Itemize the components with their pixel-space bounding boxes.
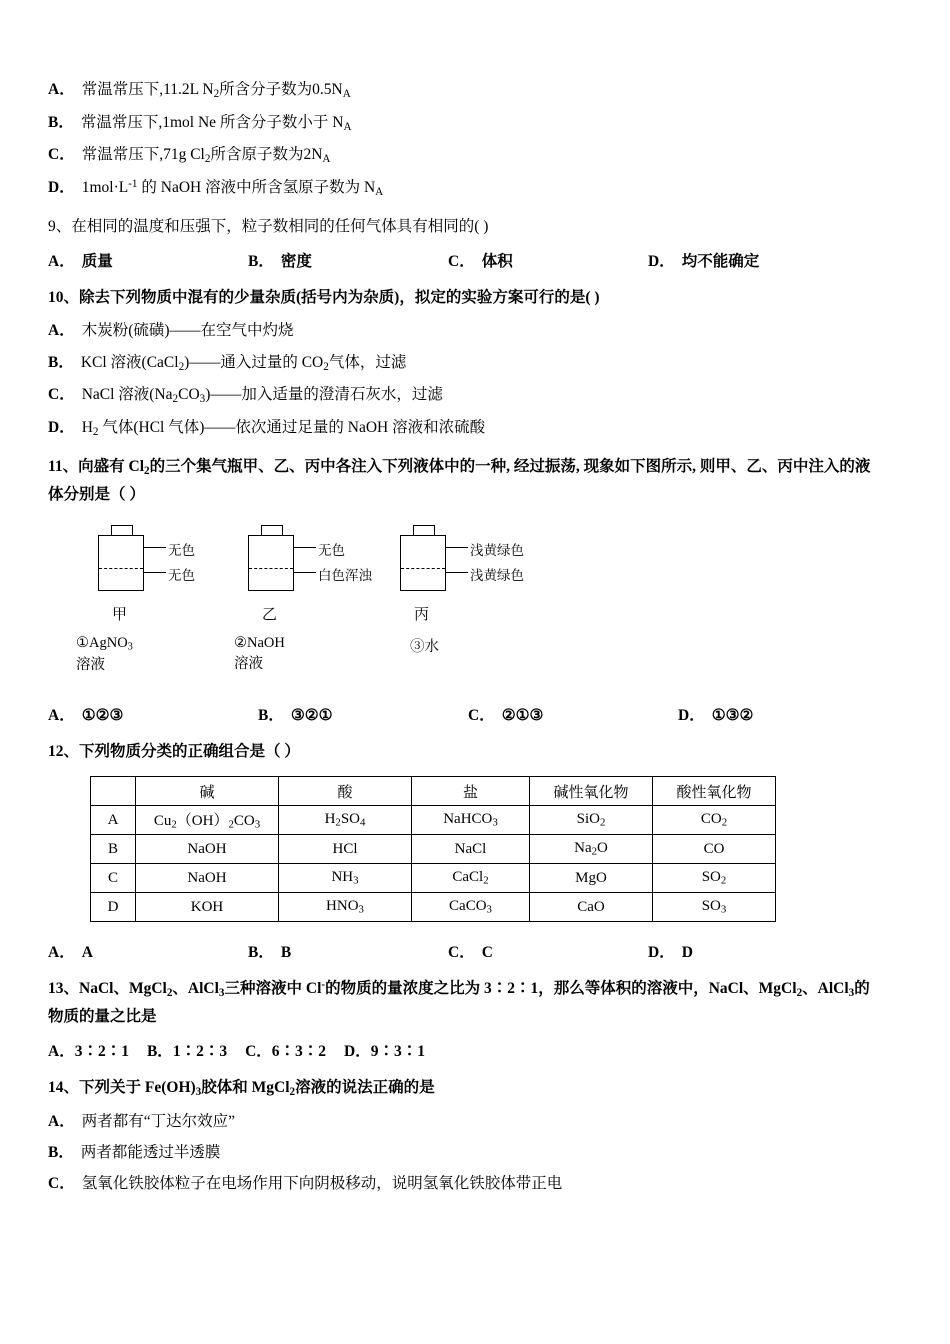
- cell: KOH: [136, 893, 279, 922]
- cell: NaCl: [412, 835, 530, 864]
- choice-b-12: B． B: [248, 944, 292, 962]
- leader-line: [446, 572, 468, 573]
- option-row: [48, 78, 908, 103]
- bottle-neck-icon: [261, 525, 283, 535]
- classification-table: [90, 776, 776, 922]
- option-row: [48, 351, 908, 376]
- bottle-liquid-icon: [99, 568, 143, 590]
- cell: HCl: [279, 835, 412, 864]
- bottle-yi-lower-label: 白色浑浊: [318, 568, 372, 584]
- bottle-jia-lower-label: 无色: [168, 568, 195, 584]
- option-a-8: A． 常温常压下,11.2L $N_2$所含分子数为$0.5N_A$: [48, 81, 351, 100]
- option-row: [48, 416, 908, 441]
- option-row: [48, 111, 908, 136]
- bottle-bing-upper-label: 浅黄绿色: [470, 543, 524, 559]
- question-13-stem-line1: 13、NaCl、MgCl$_2$、AlCl$_3$三种溶液中 Cl-的物质的量浓度之比为 3∶2∶1，那么等体积的溶液中，NaCl、MgCl$_2$、AlCl$_3$的: [48, 979, 870, 999]
- cell: $CO_2$: [653, 806, 776, 835]
- option-b-14: B． 两者都能透过半透膜: [48, 1144, 221, 1162]
- bottle-bing-name: 丙: [414, 607, 430, 624]
- table-corner-cell: [91, 777, 136, 806]
- gas-bottles-figure: [58, 525, 908, 675]
- choice-d-12: D． D: [648, 944, 693, 962]
- row-key-a: A: [91, 806, 136, 835]
- option-row: [48, 143, 908, 168]
- table-header-salt: 盐: [412, 777, 530, 806]
- choice-b-11: B． ③②①: [258, 707, 333, 725]
- option-row: [48, 319, 908, 342]
- leader-line: [144, 572, 166, 573]
- question-10-stem: 10、除去下列物质中混有的少量杂质(括号内为杂质)，拟定的实验方案可行的是( ): [48, 289, 600, 307]
- cell: SiO$_2$: [530, 806, 653, 835]
- cell: $SO_2$: [653, 864, 776, 893]
- table-row: [91, 864, 776, 893]
- cell: CO: [653, 835, 776, 864]
- choice-a-13: A．3∶2∶1: [48, 1043, 129, 1061]
- page-content: [48, 78, 908, 1204]
- table-header-base: 碱: [136, 777, 279, 806]
- table-row: [91, 806, 776, 835]
- bottle-group-yi: [234, 525, 372, 673]
- row-key-d: D: [91, 893, 136, 922]
- cell: $Cu_2(OH)_2CO_3$: [136, 806, 279, 835]
- cell: $HNO_3$: [279, 893, 412, 922]
- question-9-stem: 9、在相同的温度和压强下，粒子数相同的任何气体具有相同的( ): [48, 218, 489, 236]
- figure-caption-3: ③水: [410, 639, 439, 656]
- option-a-14: A． 两者都有“丁达尔效应”: [48, 1112, 235, 1130]
- question-14-options: [48, 1110, 908, 1196]
- bottle-jia: [98, 525, 146, 591]
- option-row: [48, 1141, 908, 1164]
- cell: CaCl$_2$: [412, 864, 530, 893]
- cell: $SO_3$: [653, 893, 776, 922]
- bottle-neck-icon: [111, 525, 133, 535]
- cell: CaO: [530, 893, 653, 922]
- cell: NaOH: [136, 864, 279, 893]
- cell: NaOH: [136, 835, 279, 864]
- figure-caption-1: ①AgNO$_3$溶液: [76, 635, 133, 673]
- choice-d-9: D． 均不能确定: [648, 253, 760, 271]
- row-key-c: C: [91, 864, 136, 893]
- choice-b-9: B． 密度: [248, 253, 312, 271]
- bottle-group-jia: [76, 525, 195, 673]
- question-13-stem-line2: 物质的量之比是: [48, 1008, 157, 1026]
- table-header-acid: 酸: [279, 777, 412, 806]
- table-header-row: [91, 777, 776, 806]
- question-13-choices: [48, 1039, 908, 1061]
- choice-a-12: A． A: [48, 944, 93, 962]
- table-row: [91, 835, 776, 864]
- option-c-8: C． 常温常压下,71g $Cl_2$所含原子数为$2N_A$: [48, 146, 331, 165]
- bottle-liquid-icon: [401, 568, 445, 590]
- question-8-options: [48, 78, 908, 200]
- choice-c-12: C． C: [448, 944, 493, 962]
- question-9-choices: [48, 249, 908, 271]
- table-row: [91, 893, 776, 922]
- choice-c-13: C．6∶3∶2: [245, 1043, 327, 1061]
- leader-line: [446, 547, 468, 548]
- cell: NaHCO$_3$: [412, 806, 530, 835]
- choice-c-9: C． 体积: [448, 253, 513, 271]
- bottle-body-icon: [98, 535, 144, 591]
- bottle-group-bing: [400, 525, 524, 656]
- choice-d-13: D．9∶3∶1: [344, 1043, 426, 1061]
- bottle-liquid-icon: [249, 568, 293, 590]
- table-header-basic-oxide: 碱性氧化物: [530, 777, 653, 806]
- cell: $Na_2O$: [530, 835, 653, 864]
- option-row: [48, 1172, 908, 1195]
- choice-a-9: A． 质量: [48, 253, 113, 271]
- bottle-bing: [400, 525, 448, 591]
- question-11-stem-line2: 体分别是（ ）: [48, 485, 145, 503]
- figure-caption-2: ②NaOH溶液: [234, 635, 285, 673]
- bottle-yi-name: 乙: [262, 607, 278, 624]
- leader-line: [294, 547, 316, 548]
- question-10-options: [48, 319, 908, 440]
- option-c-10: C． NaCl 溶液$(Na_2CO_3)——$加入适量的澄清石灰水，过滤: [48, 386, 443, 405]
- leader-line: [294, 572, 316, 573]
- bottle-jia-upper-label: 无色: [168, 543, 195, 559]
- row-key-b: B: [91, 835, 136, 864]
- cell: $NH_3$: [279, 864, 412, 893]
- option-d-10: D． $H_2$ 气体(HCl 气体)——依次通过足量的 NaOH 溶液和浓硫酸: [48, 418, 486, 438]
- question-11-choices: [48, 703, 908, 725]
- leader-line: [144, 547, 166, 548]
- question-11-stem-line1: 11、向盛有 $Cl_2$的三个集气瓶甲、乙、丙中各注入下列液体中的一种, 经过振荡, 现象如下图所示, 则甲、乙、丙中注入的液: [48, 458, 871, 477]
- option-row: [48, 383, 908, 408]
- choice-c-11: C． ②①③: [468, 707, 544, 725]
- choice-a-11: A． ①②③: [48, 707, 124, 725]
- question-12-stem: 12、下列物质分类的正确组合是（ ）: [48, 743, 300, 761]
- bottle-bing-lower-label: 浅黄绿色: [470, 568, 524, 584]
- question-14-stem: 14、下列关于 $Fe(OH)_3$胶体和 MgCl$_2$溶液的说法正确的是: [48, 1079, 435, 1098]
- bottle-neck-icon: [413, 525, 435, 535]
- option-row: [48, 176, 908, 201]
- option-b-8: B． 常温常压下,1mol Ne 所含分子数小于 $N_A$: [48, 113, 352, 133]
- bottle-jia-name: 甲: [112, 607, 128, 624]
- cell: CaCO$_3$: [412, 893, 530, 922]
- option-b-10: B． KCl 溶液(CaCl$_2$)——通入过量的 $CO_2$气体，过滤: [48, 353, 407, 373]
- bottle-body-icon: [400, 535, 446, 591]
- table-header-acidic-oxide: 酸性氧化物: [653, 777, 776, 806]
- option-row: [48, 1110, 908, 1133]
- option-c-14: C． 氢氧化铁胶体粒子在电场作用下向阴极移动，说明氢氧化铁胶体带正电: [48, 1175, 563, 1193]
- choice-b-13: B．1∶2∶3: [146, 1043, 228, 1061]
- option-d-8: D． $1mol\cdot L^{-1}$ 的 NaOH 溶液中所含氢原子数为 $N_A$: [48, 177, 384, 198]
- bottle-yi: [248, 525, 296, 591]
- bottle-yi-upper-label: 无色: [318, 543, 345, 559]
- bottle-body-icon: [248, 535, 294, 591]
- cell: $H_2SO_4$: [279, 806, 412, 835]
- cell: MgO: [530, 864, 653, 893]
- choice-d-11: D． ①③②: [678, 707, 754, 725]
- question-12-choices: [48, 940, 908, 962]
- option-a-10: A． 木炭粉(硫磺)——在空气中灼烧: [48, 322, 294, 340]
